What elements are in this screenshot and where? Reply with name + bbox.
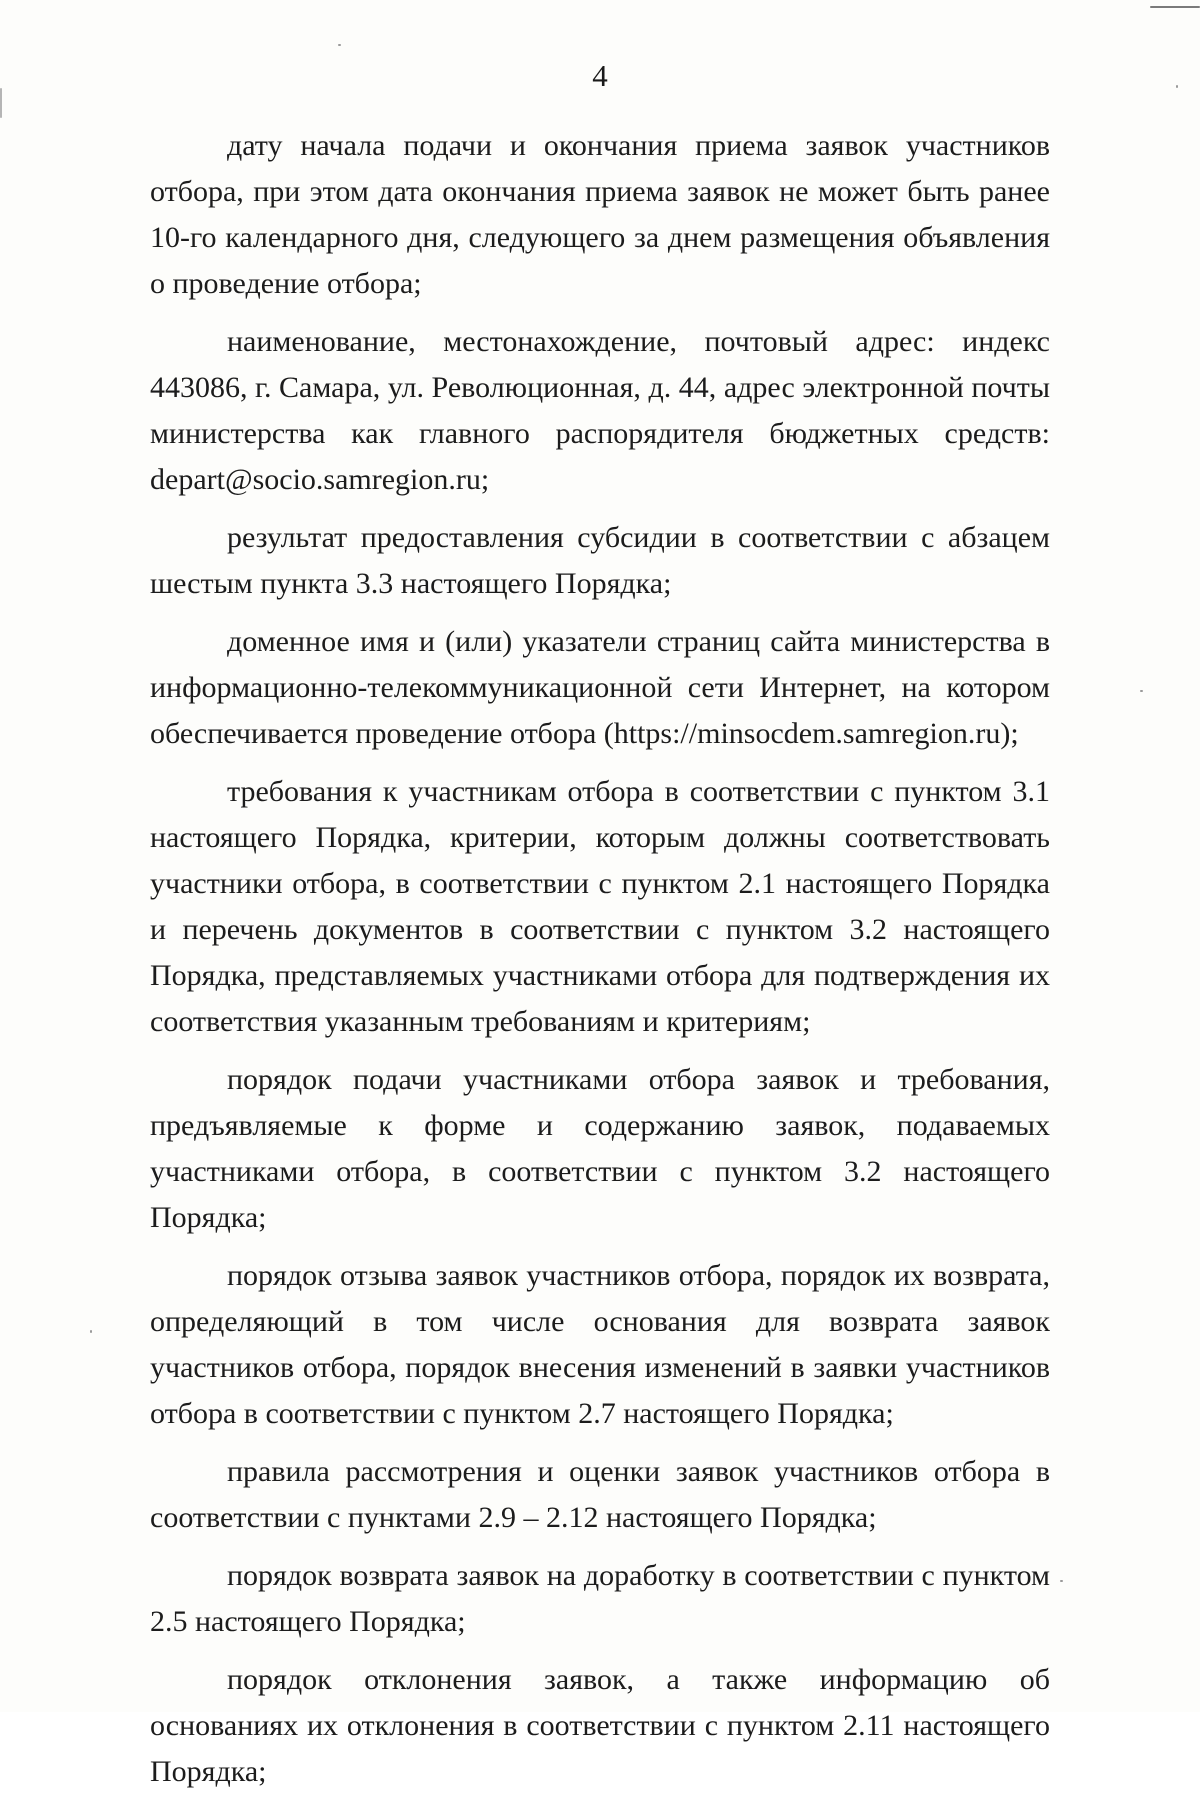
- paragraph-return-for-revision: порядок возврата заявок на доработку в соответствии с пунктом 2.5 настоящего Порядка;: [150, 1559, 1050, 1638]
- paragraph-review-rules: правила рассмотрения и оценки заявок участников отбора в соответствии с пунктами 2.9 – 2.12 настоящего Порядка;: [150, 1455, 1050, 1534]
- paragraph-rejection-procedure: порядок отклонения заявок, а также информацию об основаниях их отклонения в соответствии с пунктом 2.11 настоящего Порядка;: [150, 1663, 1050, 1788]
- page-number: 4: [592, 58, 608, 93]
- paragraph-application-dates: дату начала подачи и окончания приема заявок участников отбора, при этом дата окончания приема заявок не может быть ранее 10-го календарного дня, следующего за днем размещения объявления о проведение отбора;: [150, 129, 1050, 300]
- paragraph-withdrawal-procedure: порядок отзыва заявок участников отбора, порядок их возврата, определяющий в том числе основания для возврата заявок участников отбора, порядок внесения изменений в заявки участников отбора в соответствии с пунктом 2.7 настоящего Порядка;: [150, 1259, 1050, 1430]
- paragraph-participant-requirements: требования к участникам отбора в соответствии с пунктом 3.1 настоящего Порядка, критерии, которым должны соответствовать участники отбора, в соответствии с пунктом 2.1 настоящего Порядка и перечень документов в соответствии с пунктом 3.2 настоящего Порядка, представляемых участниками отбора для подтверждения их соответствия указанным требованиям и критериям;: [150, 775, 1050, 1038]
- paragraph-ministry-address: наименование, местонахождение, почтовый адрес: индекс 443086, г. Самара, ул. Революционная, д. 44, адрес электронной почты министерства как главного распорядителя бюджетных средств: depart@socio.samregion.ru;: [150, 325, 1050, 496]
- paragraph-submission-procedure: порядок подачи участниками отбора заявок и требования, предъявляемые к форме и содержанию заявок, подаваемых участниками отбора, в соответствии с пунктом 3.2 настоящего Порядка;: [150, 1063, 1050, 1234]
- scan-speck: [90, 1330, 92, 1333]
- paragraph-subsidy-result: результат предоставления субсидии в соответствии с абзацем шестым пункта 3.3 настоящего Порядка;: [150, 521, 1050, 600]
- scan-artifact-top-right: [1150, 6, 1200, 8]
- scan-speck: [338, 44, 341, 46]
- paragraph-domain-name: доменное имя и (или) указатели страниц сайта министерства в информационно-телекоммуникационной сети Интернет, на котором обеспечивается проведение отбора (https://minsocdem.samregion.ru);: [150, 625, 1050, 750]
- document-body: [150, 123, 1050, 1807]
- scan-speck: [1140, 690, 1143, 692]
- scan-speck: [1060, 1580, 1063, 1582]
